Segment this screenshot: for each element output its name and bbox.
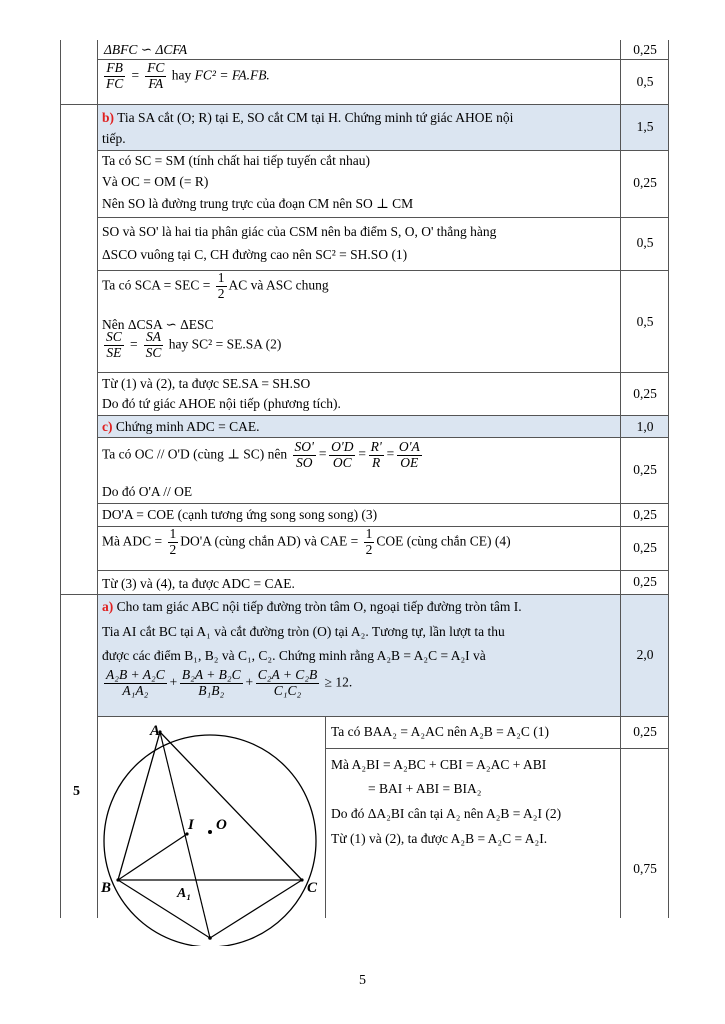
row4-line1: SO và SO' là hai tia phân giác của CSM nên ba điểm S, O, O' thẳng hàng xyxy=(102,224,497,239)
row8-line1 xyxy=(102,440,424,471)
point-b xyxy=(116,878,119,881)
frac-den: A₁A₂ xyxy=(122,682,149,698)
row8-line2: Do đó O'A // OE xyxy=(102,484,193,499)
part-label: a) xyxy=(102,599,114,614)
row1-formula xyxy=(102,61,270,92)
frac-den: OE xyxy=(400,454,419,470)
circumcircle xyxy=(104,735,316,946)
text-segment: Ta có SCA = SEC = xyxy=(102,277,211,293)
frac-num: 1 xyxy=(365,526,373,541)
frac-den: FC xyxy=(106,75,124,91)
row0-score: 0,25 xyxy=(633,42,657,57)
frac-den: 2 xyxy=(169,541,177,557)
row14-score: 0,75 xyxy=(633,861,657,876)
row14-line4: Từ (1) và (2), ta được A₂B = A₂C = A₂I. xyxy=(331,831,548,846)
part-b-title xyxy=(102,110,513,126)
part-c-title xyxy=(102,419,259,435)
label-i: I xyxy=(188,817,194,833)
plus-sign: + xyxy=(168,674,178,690)
part-a-line3: được các điểm B₁, B₂ và C₁, C₂. Chứng minh rằng A₂B = A₂C = A₂I và xyxy=(102,648,486,663)
row13-text: Ta có BAA₂ = A₂AC nên A₂B = A₂C (1) xyxy=(331,724,549,739)
part-label: b) xyxy=(102,110,115,125)
frac-den: C₁C₂ xyxy=(273,682,302,698)
frac-den: SO xyxy=(295,454,313,470)
row3-line2: Và OC = OM (= R) xyxy=(102,174,209,189)
frac-den: SC xyxy=(145,344,162,360)
part-a-text: Cho tam giác ABC nội tiếp đường tròn tâm O, ngoại tiếp đường tròn tâm I. xyxy=(113,599,522,614)
inequality-tail: ≥ 12. xyxy=(324,674,353,690)
row5-score: 0,5 xyxy=(636,314,654,329)
row3-line1: Ta có SC = SM (tính chất hai tiếp tuyến cắt nhau) xyxy=(102,153,370,168)
triangle-abc xyxy=(118,732,302,880)
label-a1: A₁ xyxy=(177,886,192,901)
frac-num: O'D xyxy=(331,439,354,454)
row14-line1: Mà A₂BI = A₂BC + CBI = A₂AC + ABI xyxy=(331,757,547,772)
frac-num: SO' xyxy=(294,439,314,454)
row11-score: 0,25 xyxy=(633,574,657,589)
part-a-inequality xyxy=(102,668,352,699)
row4-line2: ΔSCO vuông tại C, CH đường cao nên SC² = SH.SO (1) xyxy=(102,247,408,262)
frac-num: O'A xyxy=(398,439,420,454)
frac-num: B₂A + B₂C xyxy=(181,667,241,682)
frac-den: OC xyxy=(332,454,352,470)
equals-sign: = xyxy=(357,446,367,462)
row2-score: 1,5 xyxy=(636,119,654,134)
row5-line1 xyxy=(102,271,329,302)
row13-score: 0,25 xyxy=(633,724,657,739)
frac-num: FB xyxy=(106,60,123,75)
row6-line1: Từ (1) và (2), ta được SE.SA = SH.SO xyxy=(102,376,311,391)
row6-score: 0,25 xyxy=(633,386,657,401)
row10-text xyxy=(102,527,511,558)
question-number: 5 xyxy=(73,784,80,799)
frac-den: FA xyxy=(148,75,164,91)
equals-sign: = xyxy=(129,336,139,352)
frac-num: R' xyxy=(370,439,382,454)
frac-den: 2 xyxy=(365,541,373,557)
point-o xyxy=(208,830,212,834)
page-number: 5 xyxy=(359,973,366,988)
row8-score: 0,25 xyxy=(633,462,657,477)
part-c-text: Chứng minh ADC = CAE. xyxy=(112,419,260,434)
text-segment: Ta có OC // O'D (cùng ⊥ SC) nên xyxy=(102,446,288,462)
row0-text: ΔBFC ∽ ΔCFA xyxy=(104,42,188,57)
row14-line3: Do đó ΔA₂BI cân tại A₂ nên A₂B = A₂I (2) xyxy=(331,806,562,821)
frac-den: 2 xyxy=(217,285,225,301)
frac-num: 1 xyxy=(169,526,177,541)
frac-num: SA xyxy=(146,329,162,344)
part-a-line2: Tia AI cắt BC tại A₁ và cắt đường tròn (O) tại A₂. Tương tự, lần lượt ta thu xyxy=(102,624,505,639)
frac-num: A₂B + A₂C xyxy=(106,667,165,682)
row5-line3 xyxy=(102,330,281,361)
label-b: B xyxy=(101,880,112,896)
row7-score: 1,0 xyxy=(636,419,654,434)
label-a: A xyxy=(150,723,161,739)
frac-num: SC xyxy=(106,329,122,344)
equals-sign: = xyxy=(317,446,328,462)
row10-score: 0,25 xyxy=(633,540,657,555)
part-a-line1 xyxy=(102,599,522,615)
text-segment: AC và ASC chung xyxy=(228,277,329,293)
point-a2 xyxy=(208,936,212,940)
row11-text: Từ (3) và (4), ta được ADC = CAE. xyxy=(102,576,295,591)
text-segment: COE (cùng chắn CE) (4) xyxy=(376,533,511,549)
row9-score: 0,25 xyxy=(633,507,657,522)
frac-num: FC xyxy=(147,60,165,75)
line-b-a2 xyxy=(118,880,210,938)
line-c-a2 xyxy=(210,880,302,938)
label-c: C xyxy=(307,880,318,896)
frac-num: C₂A + C₂B xyxy=(257,667,318,682)
frac-num: 1 xyxy=(217,270,225,285)
row3-score: 0,25 xyxy=(633,175,657,190)
connector-text: hay xyxy=(171,67,195,83)
text-segment: Mà ADC = xyxy=(102,533,163,549)
row9-text: DO'A = COE (cạnh tương ứng song song song) (3) xyxy=(102,507,378,522)
frac-den: SE xyxy=(106,344,122,360)
plus-sign: + xyxy=(244,674,254,690)
row4-score: 0,5 xyxy=(636,235,654,250)
row5-line2: Nên ΔCSA ∽ ΔESC xyxy=(102,317,214,332)
part-b-text: Tia SA cắt (O; R) tại E, SO cắt CM tại H. Chứng minh tứ giác AHOE nội xyxy=(114,110,514,125)
line-b-i xyxy=(118,834,187,880)
row12-score: 2,0 xyxy=(636,647,654,662)
row1-score: 0,5 xyxy=(636,74,654,89)
formula-expr: FC² = FA.FB. xyxy=(194,67,270,83)
text-segment: DO'A (cùng chắn AD) và CAE = xyxy=(180,533,359,549)
label-o: O xyxy=(216,817,227,833)
frac-den: B₁B₂ xyxy=(198,682,225,698)
point-c xyxy=(300,878,303,881)
row6-line2: Do đó tứ giác AHOE nội tiếp (phương tích). xyxy=(102,396,341,411)
equals-sign: = xyxy=(130,67,140,83)
text-segment: hay SC² = SE.SA (2) xyxy=(168,336,282,352)
row3-line3: Nên SO là đường trung trực của đoạn CM nên SO ⊥ CM xyxy=(102,196,414,211)
part-b-text-line2: tiếp. xyxy=(102,131,126,146)
frac-den: R xyxy=(372,454,381,470)
row14-line2: = BAI + ABI = BIA₂ xyxy=(368,781,482,796)
equals-sign: = xyxy=(385,446,395,462)
part-label: c) xyxy=(102,419,113,434)
geometry-figure xyxy=(97,716,325,946)
